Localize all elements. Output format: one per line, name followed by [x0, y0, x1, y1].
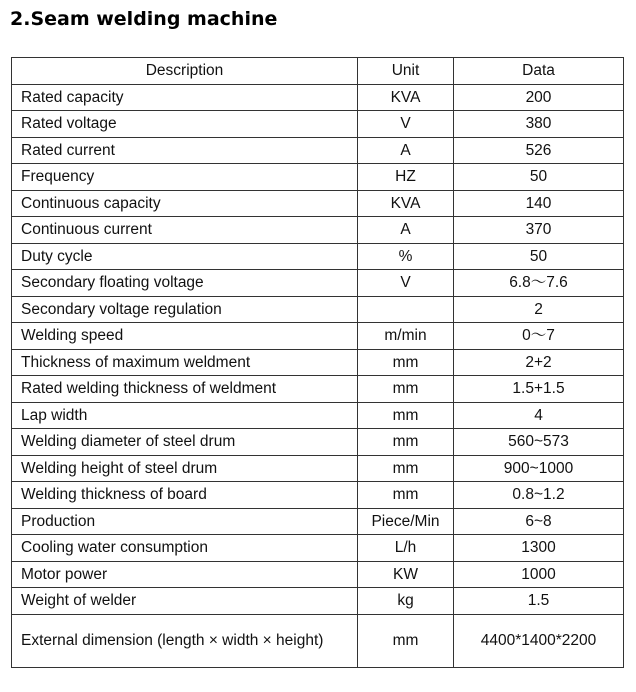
cell-data: 6~8: [454, 508, 624, 535]
cell-description: Welding height of steel drum: [12, 455, 358, 482]
cell-data: 900~1000: [454, 455, 624, 482]
table-row: [12, 217, 624, 244]
cell-description: Weight of welder: [12, 588, 358, 615]
cell-description: Frequency: [12, 164, 358, 191]
cell-data: 4400*1400*2200: [454, 614, 624, 667]
cell-data: 50: [454, 243, 624, 270]
cell-description: Rated current: [12, 137, 358, 164]
table-row: [12, 111, 624, 138]
cell-unit: mm: [358, 614, 454, 667]
cell-description: Rated welding thickness of weldment: [12, 376, 358, 403]
table-row: [12, 323, 624, 350]
cell-unit: KW: [358, 561, 454, 588]
cell-data: 1.5: [454, 588, 624, 615]
cell-description: External dimension (length × width × height): [12, 614, 358, 667]
table-row: [12, 243, 624, 270]
table-row: [12, 270, 624, 297]
header-description: Description: [12, 58, 358, 85]
cell-unit: HZ: [358, 164, 454, 191]
cell-unit: %: [358, 243, 454, 270]
cell-description: Cooling water consumption: [12, 535, 358, 562]
cell-description: Lap width: [12, 402, 358, 429]
cell-data: 1.5+1.5: [454, 376, 624, 403]
table-row: [12, 455, 624, 482]
cell-data: 560~573: [454, 429, 624, 456]
cell-unit: m/min: [358, 323, 454, 350]
cell-unit: mm: [358, 455, 454, 482]
cell-description: Welding diameter of steel drum: [12, 429, 358, 456]
table-row: [12, 535, 624, 562]
cell-unit: Piece/Min: [358, 508, 454, 535]
cell-unit: KVA: [358, 84, 454, 111]
cell-description: Welding thickness of board: [12, 482, 358, 509]
cell-data: 2+2: [454, 349, 624, 376]
table-row: [12, 190, 624, 217]
cell-description: Secondary floating voltage: [12, 270, 358, 297]
cell-description: Welding speed: [12, 323, 358, 350]
cell-description: Duty cycle: [12, 243, 358, 270]
table-row: [12, 137, 624, 164]
cell-data: 1000: [454, 561, 624, 588]
table-row: [12, 349, 624, 376]
cell-unit: V: [358, 270, 454, 297]
table-row: [12, 429, 624, 456]
cell-description: Continuous capacity: [12, 190, 358, 217]
table-row: [12, 84, 624, 111]
cell-unit: kg: [358, 588, 454, 615]
cell-data: 380: [454, 111, 624, 138]
cell-data: 140: [454, 190, 624, 217]
cell-data: 370: [454, 217, 624, 244]
spec-table: [11, 57, 624, 668]
cell-data: 200: [454, 84, 624, 111]
table-row: [12, 588, 624, 615]
cell-unit: V: [358, 111, 454, 138]
table-row: [12, 402, 624, 429]
cell-data: 50: [454, 164, 624, 191]
cell-unit: mm: [358, 429, 454, 456]
cell-data: 2: [454, 296, 624, 323]
cell-data: 0.8~1.2: [454, 482, 624, 509]
table-row: [12, 482, 624, 509]
header-unit: Unit: [358, 58, 454, 85]
cell-unit: [358, 296, 454, 323]
cell-data: 6.8～7.6: [454, 270, 624, 297]
cell-description: Thickness of maximum weldment: [12, 349, 358, 376]
cell-unit: mm: [358, 376, 454, 403]
cell-data: 4: [454, 402, 624, 429]
table-row: [12, 296, 624, 323]
cell-description: Motor power: [12, 561, 358, 588]
cell-unit: A: [358, 137, 454, 164]
table-row: [12, 508, 624, 535]
cell-description: Secondary voltage regulation: [12, 296, 358, 323]
cell-data: 526: [454, 137, 624, 164]
page-title: 2.Seam welding machine: [10, 8, 278, 30]
cell-unit: mm: [358, 402, 454, 429]
cell-description: Rated voltage: [12, 111, 358, 138]
cell-data: 0～7: [454, 323, 624, 350]
table-row: [12, 614, 624, 667]
table-row: [12, 561, 624, 588]
cell-description: Rated capacity: [12, 84, 358, 111]
cell-unit: A: [358, 217, 454, 244]
cell-unit: KVA: [358, 190, 454, 217]
cell-unit: L/h: [358, 535, 454, 562]
cell-data: 1300: [454, 535, 624, 562]
cell-description: Continuous current: [12, 217, 358, 244]
cell-unit: mm: [358, 349, 454, 376]
table-row: [12, 376, 624, 403]
cell-description: Production: [12, 508, 358, 535]
table-row: [12, 164, 624, 191]
table-header-row: [12, 58, 624, 85]
header-data: Data: [454, 58, 624, 85]
cell-unit: mm: [358, 482, 454, 509]
